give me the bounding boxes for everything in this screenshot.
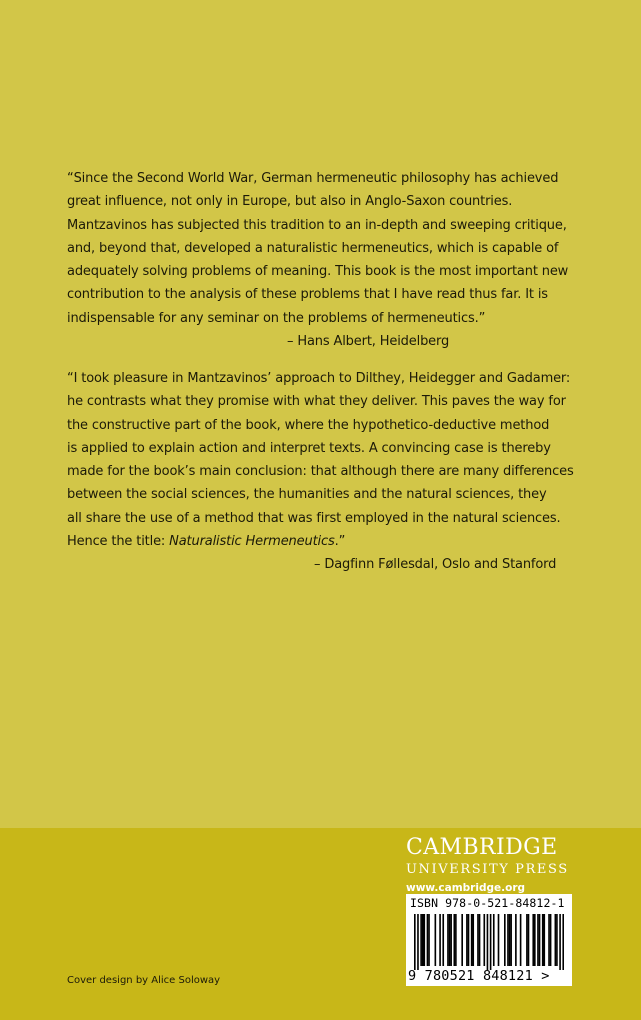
barcode-bar [468,914,470,966]
barcode-bar [555,914,557,966]
barcode-bar [542,914,544,966]
barcode-bar [420,914,422,966]
barcode-bar [414,914,416,970]
quote-line: the constructive part of the book, where the hypothetico-deductive method [67,417,550,433]
ean-digits: 9 780521 848121 > [408,968,550,984]
barcode-bar [507,914,509,966]
quote-line: “I took pleasure in Mantzavinos’ approach to Dilthey, Heidegger and Gadamer: [67,371,571,386]
quote-attribution: – Hans Albert, Heidelberg [287,334,450,350]
barcode-bar [548,914,550,966]
quote-line: and, beyond that, developed a naturalistic hermeneutics, which is capable of [67,240,559,256]
barcode-bar [466,914,468,966]
barcode-bar [562,914,564,970]
barcode-bar [453,914,455,966]
publisher-name: CAMBRIDGE [406,835,558,860]
barcode-bar [515,914,517,966]
barcode-bar [479,914,481,966]
publisher-press: UNIVERSITY PRESS [406,862,569,877]
isbn-label: ISBN 978-0-521-84812-1 [410,896,565,910]
barcode-bar [447,914,449,966]
quote-line: “Since the Second World War, German hermeneutic philosophy has achieved [67,171,559,186]
barcode-bar [439,914,441,966]
barcode-bar [490,914,492,970]
barcode-bar [498,914,500,966]
barcode-bar [449,914,451,966]
quote-dagfinn-follesdal [67,367,587,577]
barcode-bar [487,914,489,970]
barcode-bar [493,914,495,966]
barcode-bar [417,914,419,970]
publisher-url: www.cambridge.org [406,882,526,894]
quote-line: indispensable for any seminar on the problems of hermeneutics.” [67,310,486,326]
barcode-bar [539,914,541,966]
barcode-bar [537,914,539,966]
barcode-bar [520,914,522,966]
quote-line: he contrasts what they promise with what they deliver. This paves the way for [67,394,566,410]
quote-line: contribution to the analysis of these problems that I have read thus far. It is [67,287,548,303]
barcode-bar [483,914,485,966]
barcode-bars [414,914,564,970]
quote-last-line [67,530,587,553]
isbn-barcode [406,894,572,986]
barcode-bar [450,914,452,966]
barcode-bar [461,914,463,966]
barcode-bar [534,914,536,966]
barcode-bar [442,914,444,966]
quote-hans-albert [67,167,587,353]
barcode-bar [559,914,561,970]
barcode-bar [528,914,530,966]
quote-last-line-suffix: .” [334,534,346,550]
barcode-bar [509,914,511,966]
quote-last-line-prefix: Hence the title: [67,534,170,550]
quote-line: all share the use of a method that was first employed in the natural sciences. [67,510,561,526]
quote-attribution: – Dagfinn Føllesdal, Oslo and Stanford [314,557,557,573]
quote-line: is applied to explain action and interpret texts. A convincing case is thereby [67,440,551,456]
quote-line: between the social sciences, the humanities and the natural sciences, they [67,487,547,503]
barcode-bar [504,914,506,966]
barcode-bar [427,914,429,966]
barcode-bar [422,914,424,966]
barcode-bar [550,914,552,966]
barcode-bar [543,914,545,966]
barcode-bar [455,914,457,966]
barcode-bar [472,914,474,966]
quote-line: adequately solving problems of meaning. This book is the most important new [67,264,569,280]
cover-design-credit: Cover design by Alice Soloway [67,975,221,986]
barcode-bar [526,914,528,966]
book-title: Naturalistic Hermeneutics [169,534,335,550]
barcode-bar [556,914,558,966]
barcode-bar [532,914,534,966]
quote-line: great influence, not only in Europe, but also in Anglo-Saxon countries. [67,194,513,210]
barcode-bar [510,914,512,966]
barcode-bar [471,914,473,966]
quote-line: Mantzavinos has subjected this tradition to an in-depth and sweeping critique, [67,217,567,233]
publisher-logo [406,835,576,897]
barcode-bar [435,914,437,966]
barcode-bar [477,914,479,966]
quote-line: made for the book’s main conclusion: that although there are many differences [67,464,574,480]
barcode-bar [423,914,425,966]
barcode-bar [428,914,430,966]
